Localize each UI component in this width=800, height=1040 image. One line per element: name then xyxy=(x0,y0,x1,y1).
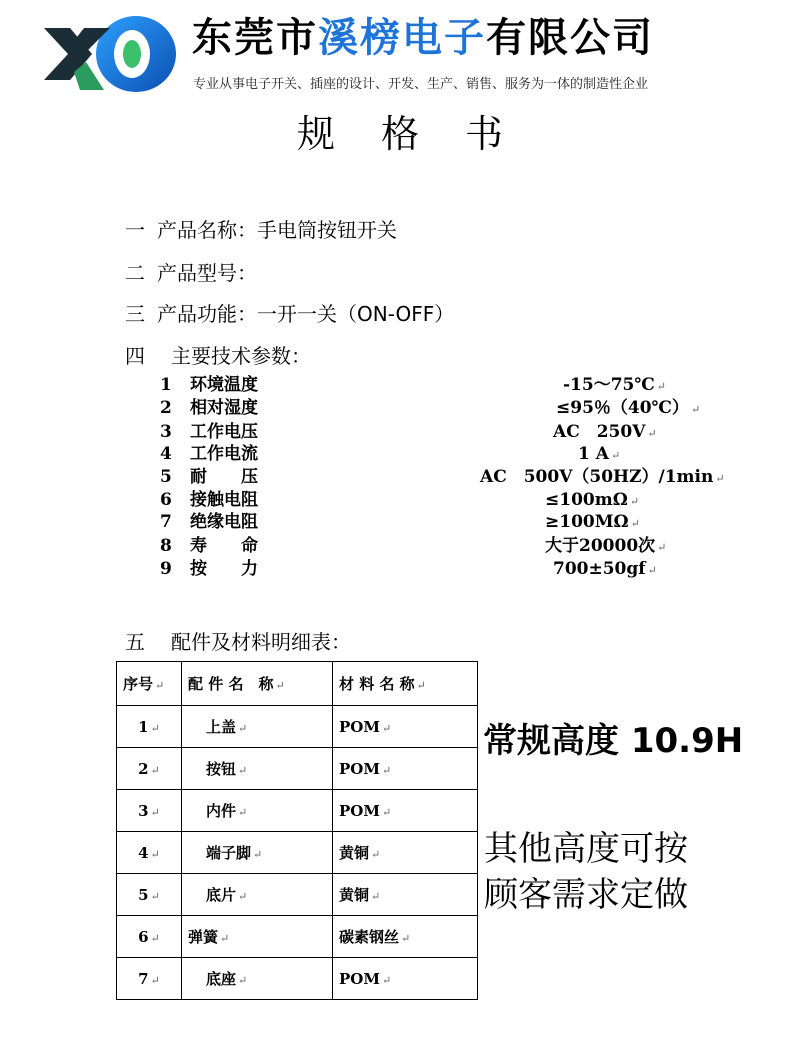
table-cell: POM ↵ xyxy=(333,706,478,748)
custom-height-note-line: 其他高度可按 xyxy=(484,829,688,869)
table-row xyxy=(117,958,478,1000)
table-cell: 底座 ↵ xyxy=(182,958,333,1000)
table-cell: 5 ↵ xyxy=(117,874,182,916)
table-cell: 底片 ↵ xyxy=(182,874,333,916)
custom-height-note-line: 顾客需求定做 xyxy=(484,875,688,915)
table-cell: 黄铜 ↵ xyxy=(333,832,478,874)
logo-letters: XB xyxy=(70,93,72,94)
table-row xyxy=(117,874,478,916)
table-row xyxy=(117,832,478,874)
table-cell: 1 ↵ xyxy=(117,706,182,748)
table-cell: 弹簧 ↵ xyxy=(182,916,333,958)
section-tech-params: 四 主要技术参数： xyxy=(125,344,311,368)
table-row xyxy=(117,748,478,790)
table-header-cell: 材 料 名 称 ↵ xyxy=(333,662,478,706)
document-title: 规格书 xyxy=(296,112,549,156)
table-cell: POM ↵ xyxy=(333,790,478,832)
table-row xyxy=(117,916,478,958)
table-cell: 端子脚 ↵ xyxy=(182,832,333,874)
custom-height-note xyxy=(484,826,688,918)
table-cell: 2 ↵ xyxy=(117,748,182,790)
section-product-function: 三 产品功能：一开一关（ON-OFF） xyxy=(125,302,455,326)
table-row xyxy=(117,790,478,832)
table-cell: 碳素钢丝 ↵ xyxy=(333,916,478,958)
table-cell: 上盖 ↵ xyxy=(182,706,333,748)
company-slogan: 专业从事电子开关、插座的设计、开发、生产、销售、服务为一体的制造性企业 xyxy=(193,77,649,92)
table-cell: POM ↵ xyxy=(333,958,478,1000)
section-product-name: 一 产品名称：手电筒按钮开关 xyxy=(125,218,397,242)
section-materials: 五 配件及材料明细表： xyxy=(125,630,351,654)
table-cell: 4 ↵ xyxy=(117,832,182,874)
materials-table xyxy=(116,661,478,1000)
table-cell: POM ↵ xyxy=(333,748,478,790)
table-cell: 按钮 ↵ xyxy=(182,748,333,790)
table-header-cell: 序号 ↵ xyxy=(117,662,182,706)
table-cell: 3 ↵ xyxy=(117,790,182,832)
table-cell: 黄铜 ↵ xyxy=(333,874,478,916)
table-row xyxy=(117,706,478,748)
standard-height-note: 常规高度 10.9H xyxy=(483,721,744,761)
company-name: 东莞市溪榜电子有限公司 xyxy=(192,15,654,61)
table-cell: 内件 ↵ xyxy=(182,790,333,832)
table-header-cell: 配 件 名 称 ↵ xyxy=(182,662,333,706)
table-cell: 7 ↵ xyxy=(117,958,182,1000)
table-cell: 6 ↵ xyxy=(117,916,182,958)
section-product-model: 二 产品型号： xyxy=(125,261,257,285)
table-header-row xyxy=(117,662,478,706)
company-logo xyxy=(40,10,180,98)
